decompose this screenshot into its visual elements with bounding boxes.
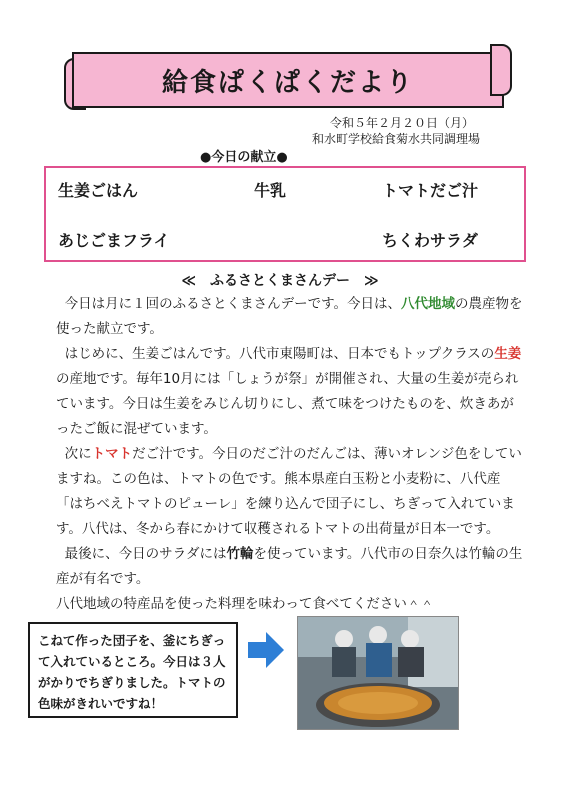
- highlight-tomato: トマト: [91, 446, 133, 462]
- text: 最後に、今日のサラダには: [64, 546, 227, 562]
- highlight-chikuwa: 竹輪: [226, 546, 254, 562]
- text: を使っています。八代市の日奈久は竹輪の生産が有名です。: [56, 546, 523, 587]
- page-title: 給食ぱくぱくだより: [161, 67, 414, 98]
- scroll-right-roll: [490, 44, 512, 96]
- article-body: [56, 292, 526, 617]
- paragraph-closing: 八代地域の特産品を使った料理を味わって食べてください＾＾: [56, 596, 434, 612]
- menu-heading: ●今日の献立●: [200, 150, 288, 165]
- highlight-ginger: 生姜: [494, 346, 522, 362]
- paragraph-intro: [56, 292, 526, 342]
- highlight-yatsushiro: 八代地域: [401, 296, 456, 312]
- menu-item-fry: あじごまフライ: [58, 231, 170, 250]
- issue-date: 令和５年２月２０日（月）: [330, 116, 475, 130]
- menu-item-rice: 生姜ごはん: [58, 181, 139, 200]
- menu-box: [44, 166, 526, 262]
- kitchen-photo: [297, 616, 459, 730]
- text: 次に: [64, 446, 92, 462]
- text: だご汁です。今日のだご汁のだんごは、薄いオレンジ色をしていますね。この色は、トマトの色です。熊本県産白玉粉と小麦粉に、八代産「はちべえトマトのピューレ」を練り込んで団子にし、ちぎって入れています。八代は、冬から春にかけて収穫されるトマトの出荷量が日本一です。: [56, 446, 522, 537]
- right-arrow-icon: [248, 630, 284, 670]
- menu-item-soup: トマトだご汁: [382, 181, 479, 200]
- paragraph-tomato: [56, 442, 526, 542]
- paragraph-ginger: [56, 342, 526, 442]
- text: の農産物を使った献立です。: [56, 296, 523, 337]
- organization-name: 和水町学校給食菊水共同調理場: [312, 132, 481, 146]
- paragraph-chikuwa: [56, 542, 526, 592]
- text: の産地です。毎年10月には「しょうが祭」が開催され、大量の生姜が売られています。今日は生姜をみじん切りにし、煮て味をつけたものを、炊きあがったご飯に混ぜています。: [56, 371, 519, 437]
- photo-caption-box: こねて作った団子を、釜にちぎって入れているところ。今日は３人がかりでちぎりました。トマトの色味がきれいですね！: [28, 622, 238, 718]
- section-title: ≪ ふるさとくまさんデー ≫: [181, 273, 379, 289]
- menu-item-milk: 牛乳: [254, 181, 287, 200]
- text: はじめに、生姜ごはんです。八代市東陽町は、日本でもトップクラスの: [64, 346, 495, 362]
- text: 今日は月に１回のふるさとくまさんデーです。今日は、: [64, 296, 402, 312]
- title-banner: [72, 52, 504, 108]
- menu-item-salad: ちくわサラダ: [382, 231, 478, 250]
